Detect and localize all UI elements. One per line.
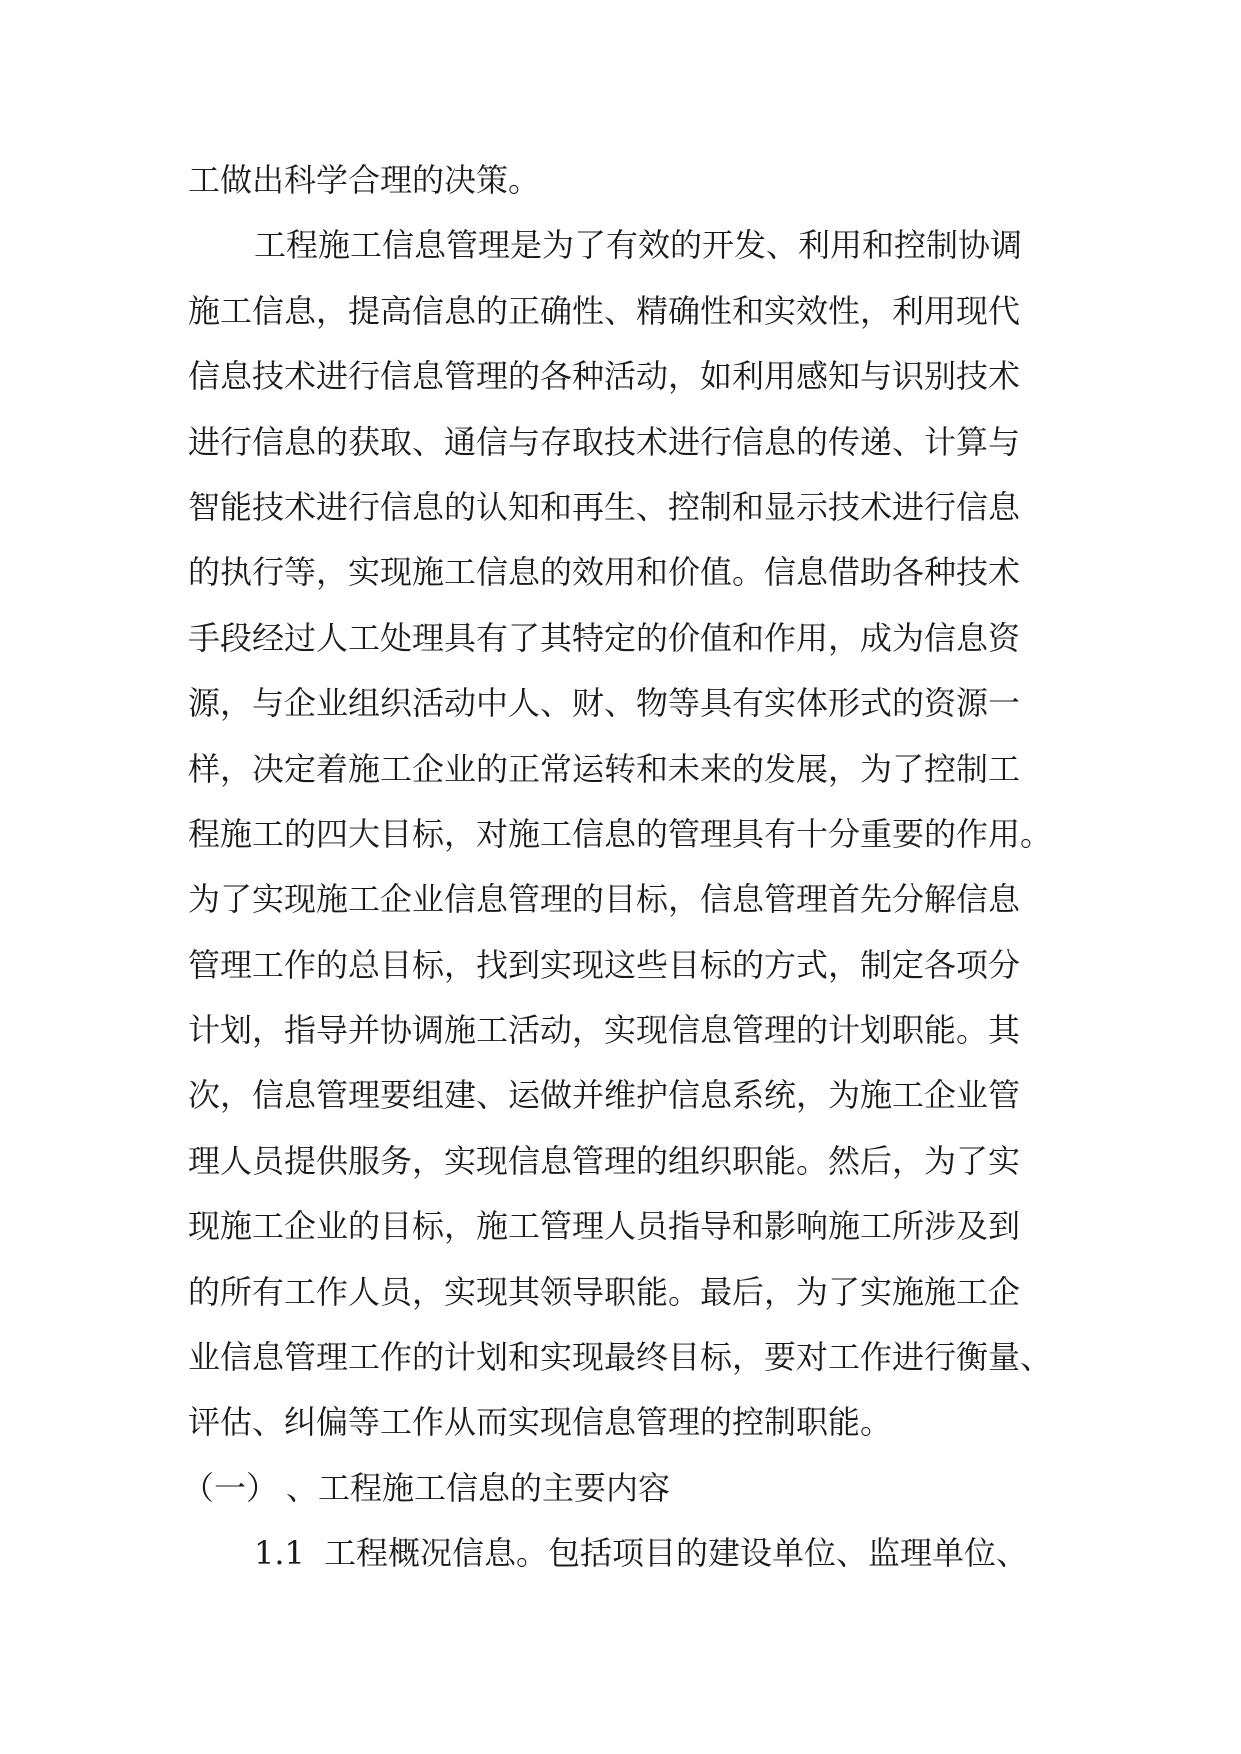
text-line: 次，信息管理要组建、运做并维护信息系统，为施工企业管	[188, 1076, 1021, 1115]
text-line: 评估、纠偏等工作从而实现信息管理的控制职能。	[188, 1403, 893, 1442]
paragraph-first-line: 工程施工信息管理是为了有效的开发、利用和控制协调	[254, 226, 1023, 265]
text-line: 业信息管理工作的计划和实现最终目标，要对工作进行衡量、	[188, 1338, 1053, 1377]
text-line: 样，决定着施工企业的正常运转和未来的发展，为了控制工	[188, 749, 1021, 788]
subsection-line	[188, 1521, 1068, 1586]
text-line: 为了实现施工企业信息管理的目标，信息管理首先分解信息	[188, 880, 1021, 919]
text-line: 信息技术进行信息管理的各种活动，如利用感知与识别技术	[188, 357, 1021, 396]
subsection-text: 工程概况信息。包括项目的建设单位、监理单位、	[324, 1534, 1029, 1573]
subsection-number: 1.1	[254, 1534, 305, 1573]
text-line: 智能技术进行信息的认知和再生、控制和显示技术进行信息	[188, 487, 1021, 526]
text-line: 施工信息，提高信息的正确性、精确性和实效性，利用现代	[188, 291, 1021, 330]
section-title: 、工程施工信息的主要内容	[286, 1468, 671, 1507]
text-line: 进行信息的获取、通信与存取技术进行信息的传递、计算与	[188, 422, 1021, 461]
text-line: 计划，指导并协调施工活动，实现信息管理的计划职能。其	[188, 1011, 1021, 1050]
body-text	[182, 148, 1068, 1587]
text-line: 手段经过人工处理具有了其特定的价值和作用，成为信息资	[188, 618, 1021, 657]
text-line: 现施工企业的目标，施工管理人员指导和影响施工所涉及到	[188, 1207, 1021, 1246]
text-line: 程施工的四大目标，对施工信息的管理具有十分重要的作用。	[188, 814, 1053, 853]
text-line: 源，与企业组织活动中人、财、物等具有实体形式的资源一	[188, 684, 1021, 723]
text-line: 管理工作的总目标，找到实现这些目标的方式，制定各项分	[188, 945, 1021, 984]
section-number: （一）	[182, 1468, 279, 1507]
text-line: 的执行等，实现施工信息的效用和价值。信息借助各种技术	[188, 553, 1021, 592]
text-line: 理人员提供服务，实现信息管理的组织职能。然后，为了实	[188, 1141, 1021, 1180]
section-heading	[182, 1456, 1068, 1521]
text-line: 的所有工作人员，实现其领导职能。最后，为了实施施工企	[188, 1272, 1021, 1311]
text-line: 工做出科学合理的决策。	[188, 161, 541, 199]
